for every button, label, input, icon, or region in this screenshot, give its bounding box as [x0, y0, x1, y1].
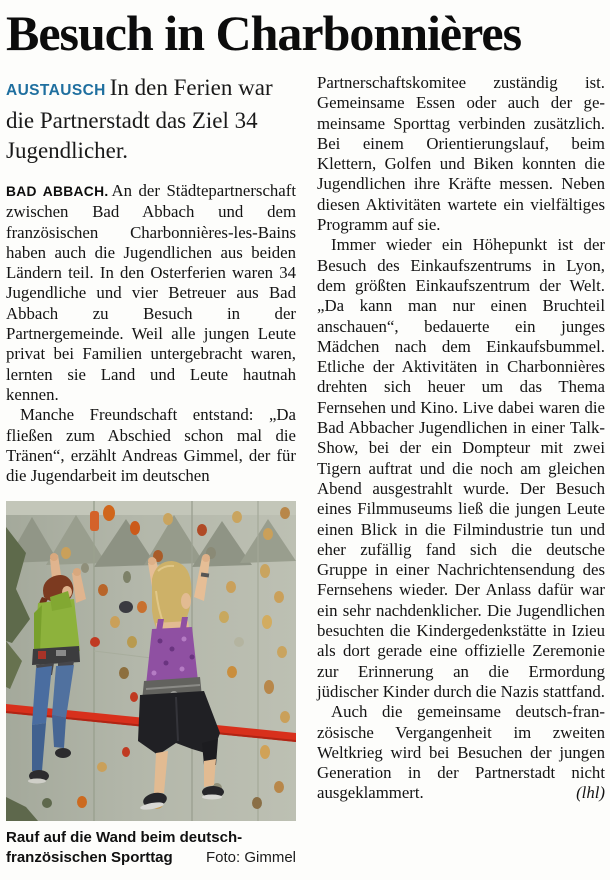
body-paragraph-4: Immer wieder ein Höhepunkt ist der Besuch des Einkaufszentrums in Lyon, dem größten Einkaufszentrum der Welt. „Da kann man nur einen Bruchteil anschauen“, bedauerte ein junges Mädchen nach dem Einkaufsbummel. Etliche der Aktivitäten in Charbonnières drehten sich heuer um das Thema Fernsehen und Kino. Live dabei waren die Bad Abbacher Jugendlichen in einer Talk-Show, bei der ein Dompteur mit zwei Tigern auftrat und die noch am gleichen Abend ausgestrahlt wurde. Der Besuch eines Filmmuseums ließ die jungen Leute einen Blick in die Filmindustrie tun und eher zufällig fand sich die deutsche Gruppe in einer Nachrichtensendung des Fernsehens wieder. Der Anlass dafür war ein sehr nachdenklicher. Die Jugendlichen besuchten die Kindergedenkstätte in Izieu als dort gerade eine offizielle Zeremonie zur Erinnerung an die Ermordung jüdischer Kinder durch die Nazis stattfand. — [317, 235, 605, 701]
article-lead — [6, 73, 296, 166]
body-paragraph-1 — [6, 181, 296, 405]
photo-credit: Foto: Gimmel — [205, 848, 296, 866]
body-paragraph-5 — [317, 702, 605, 803]
author-signature: (lhl) — [576, 783, 605, 803]
article-columns — [6, 73, 605, 867]
lead-text: In den Ferien war die Partnerstadt das Ziel 34 Jugendlicher. — [6, 75, 273, 163]
right-column — [317, 73, 605, 867]
paragraph-text-5: Auch die gemeinsame deutsch-französische Vergangenheit im zweiten Weltkrieg wird bei Besuchen der jungen Generation in der Partnerstadt nicht ausgeklammert. — [317, 702, 605, 803]
caption-text: Rauf auf die Wand beim deutsch-französischen Sporttag — [6, 829, 243, 866]
climbing-wall-photo — [6, 501, 296, 821]
photo-caption — [6, 828, 296, 867]
article-headline: Besuch in Charbonnières — [6, 5, 522, 61]
body-paragraph-3: Partnerschaftskomitee zuständig ist. Gemeinsame Essen oder auch der gemeinsame Sporttag verbinden zusätzlich. Bei einem Orientierungslauf, beim Klettern, Golfen und Biken konnten die Jugendlichen ihre Kräfte messen. Neben diesen Aktivitäten wartete ein vielfältiges Programm auf sie. — [317, 73, 605, 235]
article-photo — [6, 501, 296, 867]
left-column — [6, 73, 296, 867]
dateline: BAD ABBACH. — [6, 184, 109, 199]
body-paragraph-2: Manche Freundschaft entstand: „Da fließen zum Abschied schon mal die Tränen“, erzählt Andreas Gimmel, der für die Jugendarbeit im deutschen — [6, 405, 296, 486]
kicker-label: AUSTAUSCH — [6, 82, 106, 99]
paragraph-text-1: An der Städtepartnerschaft zwischen Bad Abbach und dem französischen Charbonnières-les-Bains haben auch die Jugendlichen aus beiden Ländern teil. In den Osterferien waren 34 Jugendliche und vier Betreuer aus Bad Abbach zu Besuch in der Partnergemeinde. Weil alle jungen Leute privat bei Familien untergebracht waren, lernten sie Land und Leute hautnah kennen. — [6, 181, 296, 404]
